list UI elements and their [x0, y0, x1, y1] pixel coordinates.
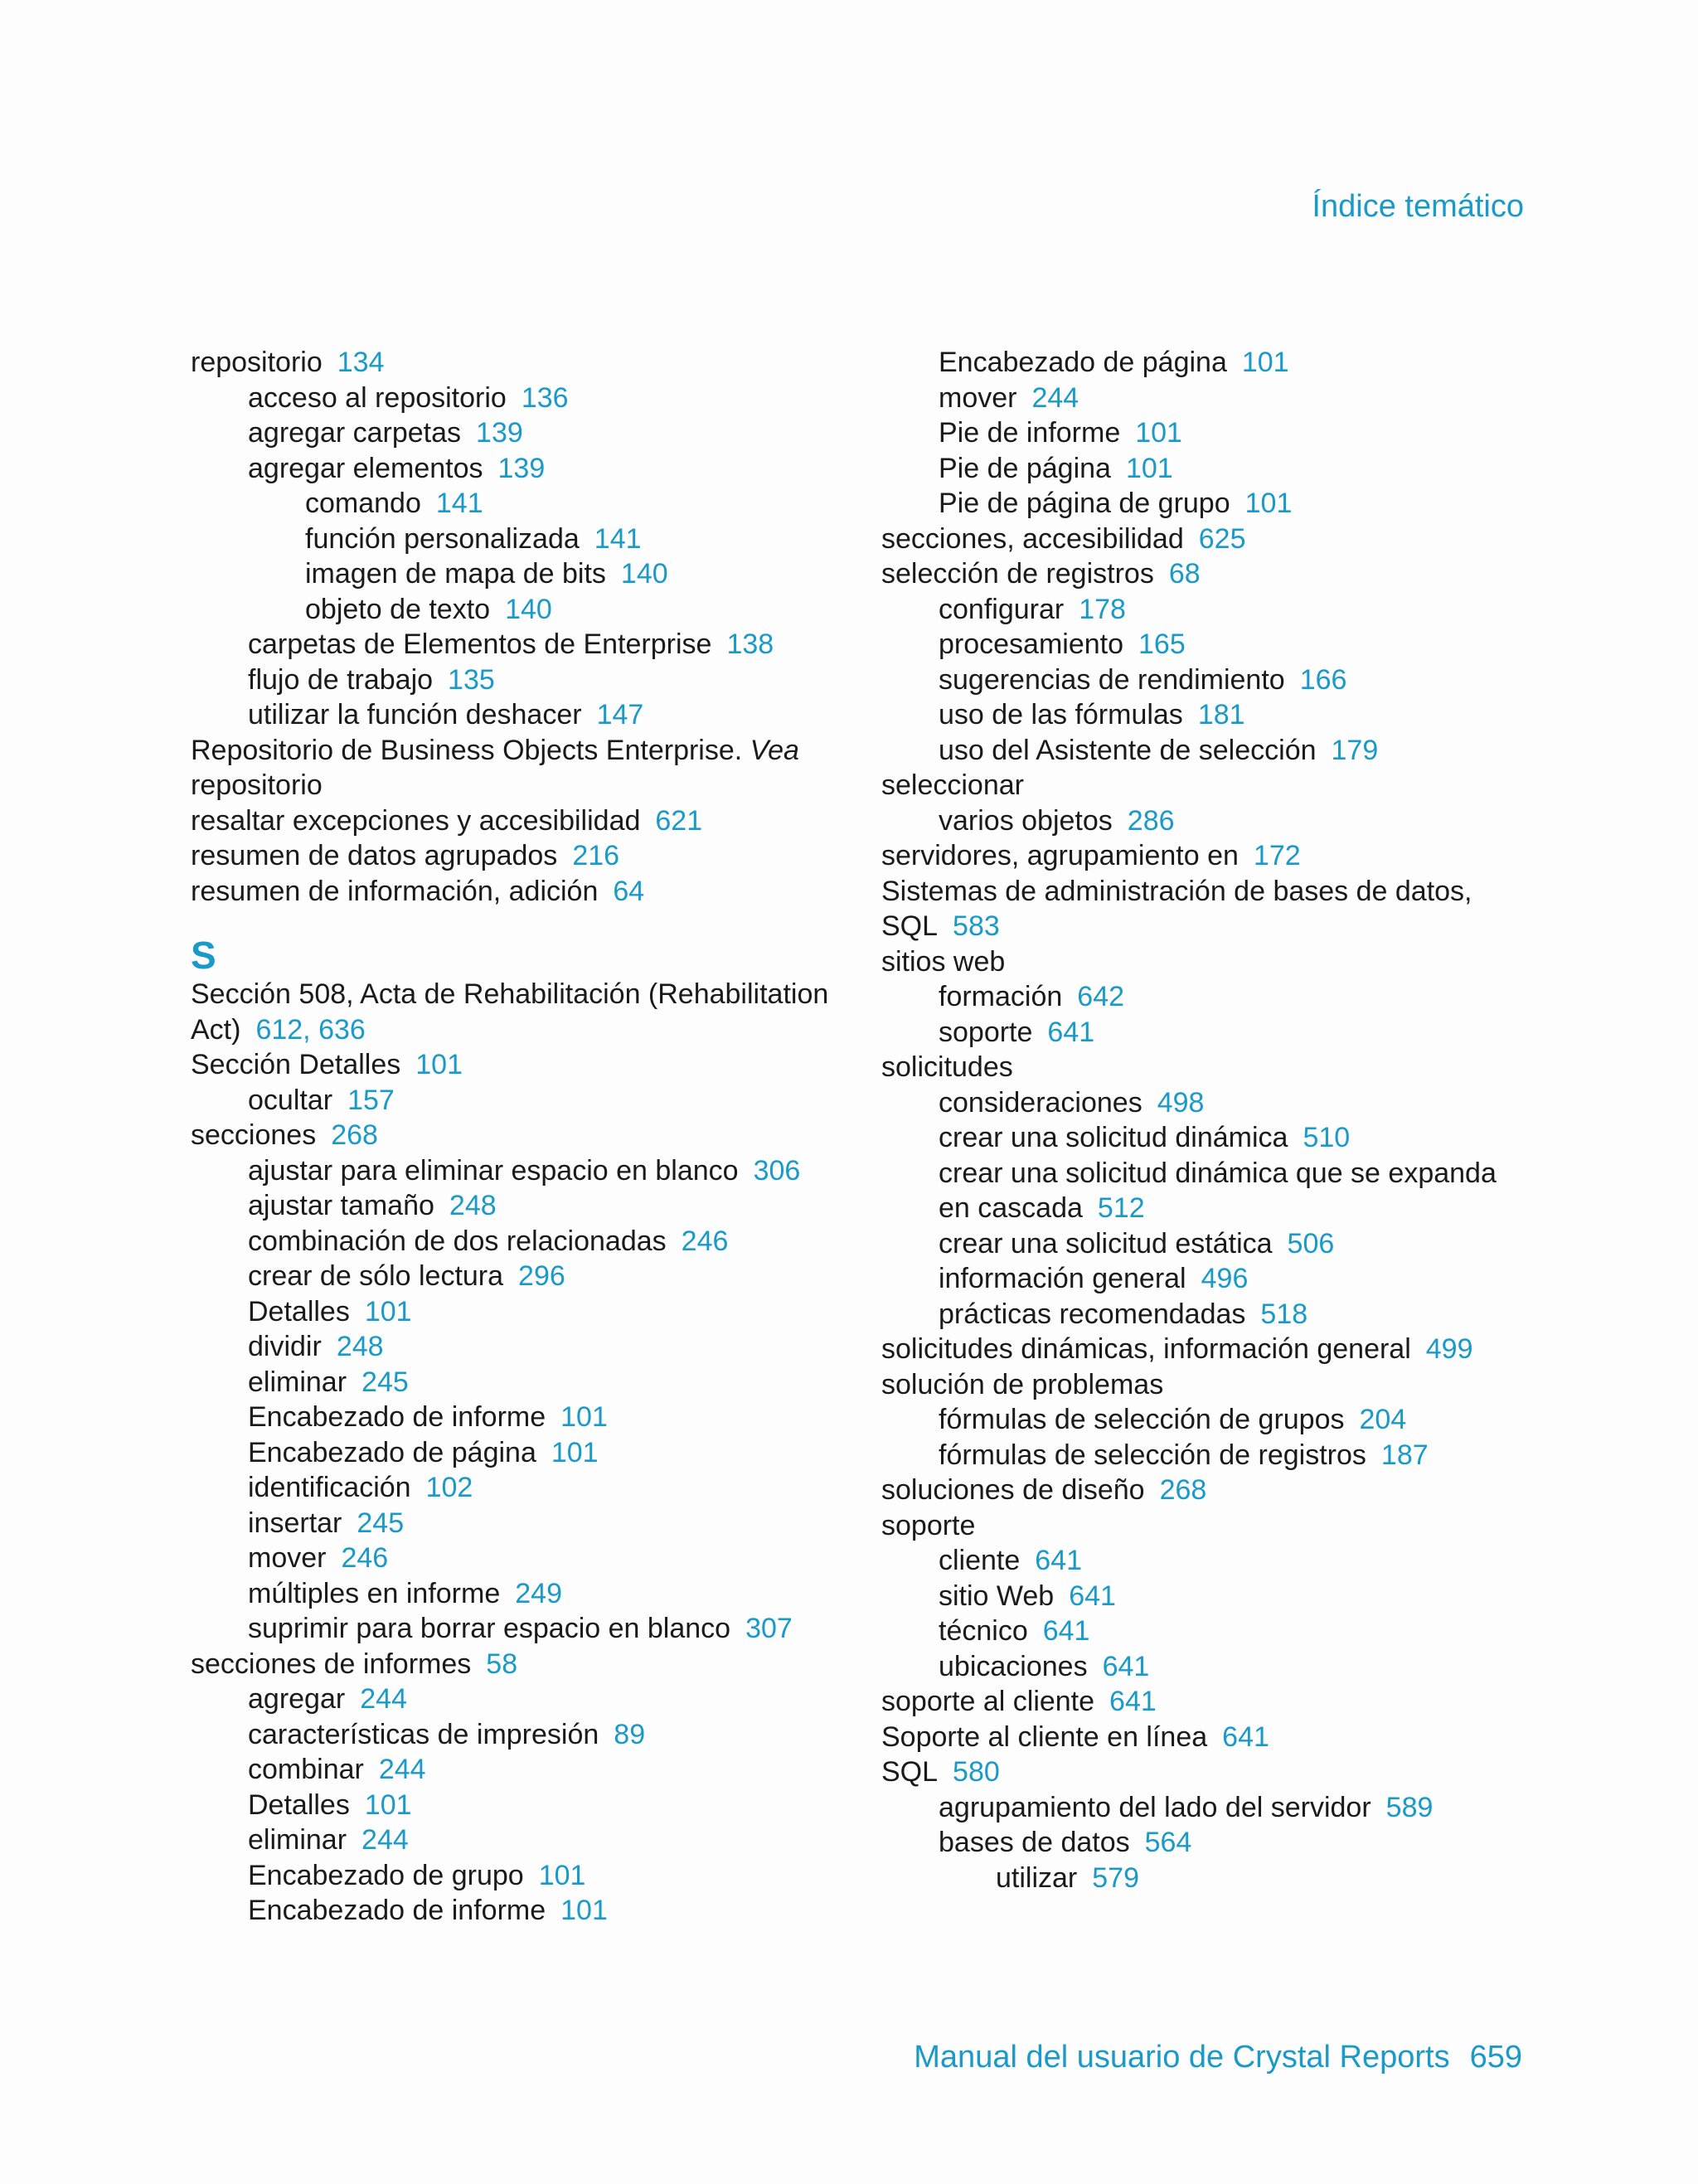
page-reference-link[interactable]: 101	[364, 1295, 412, 1327]
page-reference-link[interactable]: 165	[1138, 629, 1186, 660]
index-entry	[191, 697, 837, 733]
entry-term: identificación	[248, 1472, 411, 1503]
index-entry	[881, 944, 1528, 980]
index-entry	[881, 1156, 1528, 1226]
index-entry	[881, 1754, 1528, 1790]
index-entry	[881, 1649, 1528, 1685]
page-reference-link[interactable]: 68	[1168, 558, 1201, 590]
entry-term: ocultar	[248, 1084, 333, 1116]
index-entry	[191, 1788, 837, 1823]
entry-term: servidores, agrupamiento en	[881, 840, 1239, 871]
page-reference-link[interactable]: 187	[1380, 1439, 1429, 1471]
entry-term: Sección Detalles	[191, 1049, 401, 1080]
index-entry	[191, 1118, 837, 1153]
page-reference-link[interactable]: 244	[361, 1824, 409, 1856]
index-entry	[881, 1085, 1528, 1121]
page-reference-link[interactable]: 181	[1197, 699, 1245, 730]
index-entry	[881, 1367, 1528, 1403]
page-reference-link[interactable]: 496	[1201, 1263, 1249, 1294]
entry-term: soporte	[881, 1509, 976, 1541]
index-entry	[881, 1438, 1528, 1473]
entry-term: soluciones de diseño	[881, 1474, 1145, 1506]
page-reference-link[interactable]: 101	[1241, 347, 1289, 378]
entry-term: mover	[939, 381, 1017, 414]
entry-term: flujo de trabajo	[248, 663, 434, 696]
index-entry	[191, 1470, 837, 1506]
page-reference-link[interactable]: 216	[572, 840, 620, 871]
index-entry	[191, 1717, 837, 1753]
entry-term: características de impresión	[248, 1718, 599, 1750]
index-entry	[191, 1647, 837, 1682]
entry-term: Encabezado de informe	[248, 1895, 546, 1926]
page-reference-link[interactable]: 306	[753, 1154, 801, 1187]
index-entry	[191, 1224, 837, 1259]
page-reference-link[interactable]: 134	[337, 347, 385, 378]
entry-term: configurar	[939, 593, 1065, 625]
entry-term: solicitudes dinámicas, información general	[881, 1333, 1411, 1365]
index-entry	[881, 1297, 1528, 1332]
index-entry	[881, 556, 1528, 592]
index-entry	[191, 1858, 837, 1894]
index-entry	[191, 627, 837, 662]
entry-term: resumen de datos agrupados	[191, 840, 558, 871]
page-reference-link[interactable]: 248	[336, 1331, 384, 1362]
page-reference-link[interactable]: 589	[1385, 1791, 1434, 1823]
index-entry	[191, 1047, 837, 1083]
index-entry	[191, 592, 837, 628]
index-entry	[881, 522, 1528, 557]
index-entry	[191, 1294, 837, 1330]
entry-term: combinación de dos relacionadas	[248, 1225, 667, 1257]
index-entry	[881, 1015, 1528, 1051]
index-entry	[191, 1435, 837, 1471]
entry-term: información general	[939, 1263, 1186, 1294]
page-reference-link[interactable]: 296	[518, 1260, 565, 1292]
entry-term: Pie de informe	[939, 417, 1121, 449]
entry-term: función personalizada	[305, 522, 580, 555]
index-entry	[881, 1508, 1528, 1544]
index-entry	[191, 1365, 837, 1400]
page-reference-link[interactable]: 248	[449, 1190, 497, 1221]
page-reference-link[interactable]: 641	[1222, 1721, 1269, 1753]
index-entry	[191, 415, 837, 451]
index-entry	[191, 874, 837, 910]
entry-term: Sección 508, Acta de Rehabilitación (Rehabilitation Act)	[191, 978, 829, 1046]
page-reference-link[interactable]: 579	[1092, 1861, 1139, 1894]
index-entry	[881, 1543, 1528, 1579]
index-entry	[191, 1611, 837, 1647]
entry-term: múltiples en informe	[248, 1577, 501, 1609]
index-entry	[881, 627, 1528, 662]
index-entry	[881, 768, 1528, 803]
page-reference-link[interactable]: 136	[521, 381, 569, 414]
entry-term: eliminar	[248, 1824, 347, 1856]
index-entry	[191, 1506, 837, 1541]
page-reference-link[interactable]: 245	[357, 1507, 405, 1539]
page-reference-link[interactable]: 172	[1253, 840, 1301, 871]
entry-term: uso del Asistente de selección	[939, 734, 1317, 766]
page-reference-link[interactable]: 642	[1077, 981, 1125, 1012]
index-entry	[191, 1893, 837, 1929]
entry-term: prácticas recomendadas	[939, 1298, 1246, 1330]
page-reference-link[interactable]: 641	[1047, 1016, 1095, 1048]
entry-term: soporte al cliente	[881, 1686, 1095, 1717]
entry-term: ubicaciones	[939, 1650, 1088, 1682]
entry-term: repositorio	[191, 347, 323, 378]
entry-term: ajustar para eliminar espacio en blanco	[248, 1154, 739, 1187]
page-reference-link[interactable]: 625	[1198, 522, 1246, 555]
page-reference-link[interactable]: 135	[448, 663, 495, 696]
entry-term: agregar carpetas	[248, 417, 462, 449]
entry-term: Sistemas de administración de bases de datos, SQL	[881, 875, 1472, 942]
page-reference-link[interactable]: 141	[435, 488, 483, 519]
page-reference-link[interactable]: 147	[596, 699, 644, 730]
page-reference-link[interactable]: 58	[486, 1648, 518, 1680]
index-entry	[881, 1332, 1528, 1367]
index-entry	[881, 1402, 1528, 1438]
entry-term: resumen de información, adición	[191, 875, 599, 907]
entry-term: soporte	[939, 1016, 1033, 1048]
entry-term: secciones	[191, 1119, 317, 1151]
index-letter-heading: S	[191, 934, 216, 977]
index-entry	[191, 1822, 837, 1858]
index-column-left	[191, 345, 837, 1929]
index-entry	[881, 486, 1528, 522]
index-entry	[881, 1684, 1528, 1720]
index-entry	[881, 451, 1528, 487]
page-reference-link[interactable]: 89	[614, 1718, 646, 1750]
entry-term: uso de las fórmulas	[939, 699, 1183, 730]
page-reference-link[interactable]: 101	[1135, 417, 1182, 449]
page-reference-link[interactable]: 138	[726, 629, 774, 660]
page-reference-link[interactable]: 64	[613, 875, 645, 907]
entry-term: Detalles	[248, 1295, 350, 1327]
page-reference-link[interactable]: 249	[515, 1577, 562, 1609]
index-entry	[881, 381, 1528, 416]
page-reference-link[interactable]: 204	[1359, 1404, 1407, 1435]
page-reference-link[interactable]: 244	[378, 1754, 426, 1785]
entry-term: Encabezado de página	[939, 347, 1227, 378]
entry-term: solicitudes	[881, 1051, 1013, 1083]
page-reference-link[interactable]: 179	[1331, 734, 1379, 766]
index-entry	[881, 592, 1528, 628]
index-entry	[191, 381, 837, 416]
entry-term: imagen de mapa de bits	[305, 558, 606, 590]
page-reference-link[interactable]: 102	[425, 1472, 473, 1503]
entry-term: utilizar	[996, 1861, 1078, 1894]
page-reference-link[interactable]: 246	[341, 1542, 389, 1574]
page-reference-link[interactable]: 506	[1287, 1227, 1335, 1259]
index-entry	[881, 415, 1528, 451]
entry-term: ajustar tamaño	[248, 1190, 434, 1221]
page-reference-link[interactable]: 268	[331, 1119, 378, 1151]
entry-term: crear una solicitud dinámica	[939, 1122, 1288, 1153]
entry-term: formación	[939, 981, 1063, 1012]
index-entry	[191, 1153, 837, 1189]
page-reference-link[interactable]: 245	[361, 1366, 409, 1398]
page-reference-link[interactable]: 512	[1097, 1192, 1145, 1224]
entry-term: eliminar	[248, 1366, 347, 1398]
entry-term: agrupamiento del lado del servidor	[939, 1791, 1371, 1823]
index-entry	[191, 662, 837, 698]
page-reference-link[interactable]: 139	[476, 417, 523, 449]
footer-title: Manual del usuario de Crystal Reports	[914, 2040, 1450, 2075]
entry-term: solución de problemas	[881, 1368, 1164, 1400]
index-entry	[881, 662, 1528, 698]
index-entry	[881, 979, 1528, 1015]
page-reference-link[interactable]: 621	[655, 804, 703, 837]
entry-term: bases de datos	[939, 1827, 1130, 1858]
entry-term: secciones de informes	[191, 1648, 472, 1680]
index-entry	[191, 1682, 837, 1717]
index-entry	[191, 556, 837, 592]
entry-term: consideraciones	[939, 1086, 1143, 1119]
index-entry	[881, 1579, 1528, 1614]
entry-term: SQL	[881, 1756, 939, 1788]
page-reference-link[interactable]: 641	[1035, 1545, 1083, 1576]
page-reference-link[interactable]: 612, 636	[255, 1013, 366, 1046]
entry-term: varios objetos	[939, 804, 1113, 837]
entry-term: Encabezado de grupo	[248, 1859, 524, 1891]
entry-term: sitios web	[881, 945, 1006, 978]
entry-term: Detalles	[248, 1788, 350, 1821]
entry-term: agregar	[248, 1683, 346, 1715]
page-reference-link[interactable]: 286	[1127, 804, 1175, 837]
entry-term: objeto de texto	[305, 593, 491, 625]
entry-term: carpetas de Elementos de Enterprise	[248, 629, 712, 660]
entry-term: utilizar la función deshacer	[248, 699, 582, 730]
entry-term: Pie de página	[939, 452, 1111, 484]
index-entry	[881, 874, 1528, 944]
page-reference-link[interactable]: 101	[364, 1788, 412, 1821]
page-reference-link[interactable]: 101	[551, 1436, 599, 1468]
entry-term: seleccionar	[881, 769, 1024, 801]
index-entry	[191, 1576, 837, 1612]
index-entry	[881, 1614, 1528, 1649]
index-entry	[191, 1083, 837, 1119]
page-reference-link[interactable]: 101	[415, 1049, 463, 1080]
index-entry	[191, 1400, 837, 1435]
index-entry	[191, 803, 837, 839]
entry-term: Encabezado de página	[248, 1436, 536, 1468]
page-reference-link[interactable]: 101	[1244, 488, 1293, 519]
page-reference-link[interactable]: 101	[538, 1859, 586, 1891]
index-entry	[881, 697, 1528, 733]
page-footer	[914, 2040, 1522, 2075]
page-reference-link[interactable]: 139	[497, 452, 546, 484]
page-reference-link[interactable]: 498	[1157, 1086, 1205, 1119]
index-entry	[881, 803, 1528, 839]
page-reference-link[interactable]: 518	[1260, 1298, 1308, 1330]
page-reference-link[interactable]: 101	[560, 1895, 608, 1926]
entry-term: crear de sólo lectura	[248, 1260, 504, 1292]
entry-term: resaltar excepciones y accesibilidad	[191, 804, 641, 837]
page-reference-link[interactable]: 140	[505, 593, 552, 625]
page-reference-link[interactable]: 166	[1299, 663, 1347, 696]
index-column-right	[881, 345, 1528, 1895]
entry-term: comando	[305, 488, 421, 519]
page-reference-link[interactable]: 246	[681, 1225, 729, 1257]
index-entry	[881, 733, 1528, 769]
page-reference-link[interactable]: 101	[1125, 452, 1173, 484]
index-entry	[191, 1259, 837, 1294]
index-entry	[191, 1329, 837, 1365]
index-entry	[191, 486, 837, 522]
entry-term: sugerencias de rendimiento	[939, 663, 1285, 696]
page-reference-link[interactable]: 268	[1159, 1474, 1207, 1506]
index-entry	[881, 1861, 1528, 1896]
index-entry	[191, 1541, 837, 1576]
entry-term: procesamiento	[939, 629, 1124, 660]
page-reference-link[interactable]: 141	[594, 522, 642, 555]
page-reference-link[interactable]: 641	[1042, 1615, 1090, 1647]
entry-term: Pie de página de grupo	[939, 488, 1230, 519]
entry-term: crear una solicitud estática	[939, 1227, 1273, 1259]
entry-term: crear una solicitud dinámica que se expanda en cascada	[939, 1157, 1497, 1224]
index-entry	[881, 1473, 1528, 1508]
entry-term: Repositorio de Business Objects Enterprise.	[191, 734, 743, 766]
entry-term: fórmulas de selección de grupos	[939, 1404, 1345, 1435]
entry-term: mover	[248, 1542, 327, 1574]
entry-term: Soporte al cliente en línea	[881, 1721, 1208, 1753]
index-entry	[881, 1825, 1528, 1861]
page-reference-link[interactable]: 641	[1102, 1650, 1150, 1682]
index-entry	[191, 451, 837, 487]
index-entry	[881, 1720, 1528, 1755]
entry-term: insertar	[248, 1507, 342, 1539]
see-reference-target: repositorio	[191, 769, 323, 801]
entry-term: sitio Web	[939, 1580, 1055, 1612]
entry-term: secciones, accesibilidad	[881, 522, 1184, 555]
index-entry	[881, 1790, 1528, 1826]
page-reference-link[interactable]: 244	[1031, 381, 1079, 414]
page-number: 659	[1469, 2040, 1522, 2075]
page-reference-link[interactable]: 178	[1079, 593, 1126, 625]
index-entry	[191, 733, 837, 803]
index-entry	[881, 1261, 1528, 1297]
index-entry	[881, 345, 1528, 381]
index-entry	[191, 345, 837, 381]
index-entry	[881, 1120, 1528, 1156]
page-reference-link[interactable]: 580	[953, 1756, 1000, 1788]
index-entry	[881, 1226, 1528, 1262]
page-reference-link[interactable]: 641	[1109, 1686, 1157, 1717]
index-entry	[881, 1050, 1528, 1085]
index-entry	[191, 1188, 837, 1224]
index-entry	[191, 1752, 837, 1788]
page-reference-link[interactable]: 157	[347, 1084, 395, 1116]
page-reference-link[interactable]: 641	[1069, 1580, 1116, 1612]
page-reference-link[interactable]: 499	[1425, 1333, 1473, 1365]
page-reference-link[interactable]: 244	[360, 1683, 407, 1715]
page-reference-link[interactable]: 307	[745, 1613, 793, 1644]
entry-term: dividir	[248, 1331, 322, 1362]
entry-term: suprimir para borrar espacio en blanco	[248, 1613, 731, 1644]
index-entry	[191, 977, 837, 1047]
entry-term: agregar elementos	[248, 452, 483, 484]
page-reference-link[interactable]: 140	[620, 558, 668, 590]
page-reference-link[interactable]: 583	[953, 910, 1000, 942]
index-entry	[191, 838, 837, 874]
page-header: Índice temático	[1312, 189, 1524, 224]
entry-term: combinar	[248, 1754, 364, 1785]
see-reference-label: Vea	[750, 734, 799, 766]
page-reference-link[interactable]: 510	[1303, 1122, 1351, 1153]
entry-term: técnico	[939, 1615, 1028, 1647]
index-entry	[881, 838, 1528, 874]
page-reference-link[interactable]: 564	[1144, 1827, 1192, 1858]
entry-term: fórmulas de selección de registros	[939, 1439, 1366, 1471]
page-reference-link[interactable]: 101	[560, 1401, 608, 1433]
entry-term: Encabezado de informe	[248, 1401, 546, 1433]
index-entry	[191, 522, 837, 557]
entry-term: cliente	[939, 1545, 1021, 1576]
entry-term: selección de registros	[881, 558, 1154, 590]
entry-term: acceso al repositorio	[248, 381, 507, 414]
